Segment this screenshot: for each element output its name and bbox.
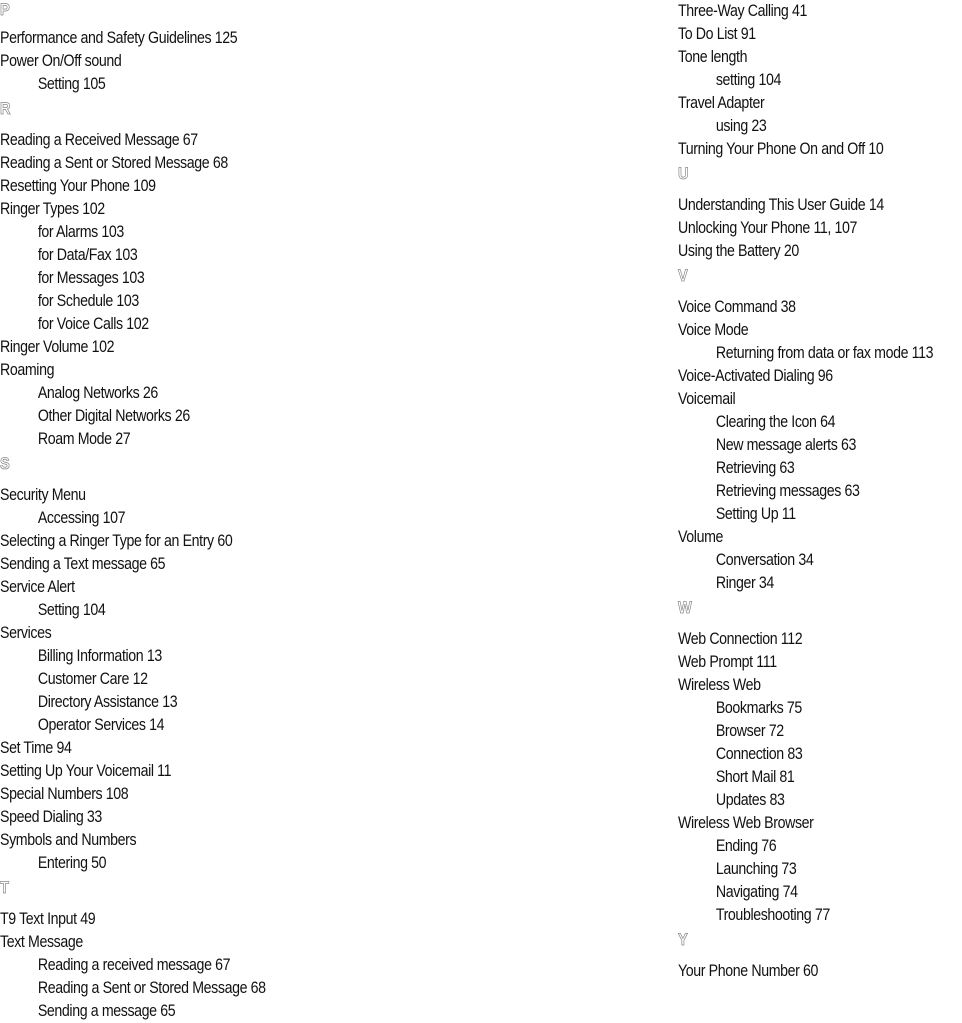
index-entry: Speed Dialing 33 bbox=[0, 808, 102, 826]
index-subentry: Ringer 34 bbox=[715, 574, 774, 592]
index-entry: Travel Adapter bbox=[678, 94, 765, 112]
section-letter-r: R bbox=[0, 99, 11, 118]
index-entry: Voice Mode bbox=[678, 321, 749, 339]
index-entry: Web Prompt 111 bbox=[678, 653, 777, 671]
index-entry: Web Connection 112 bbox=[678, 630, 803, 648]
index-entry: To Do List 91 bbox=[678, 25, 756, 43]
index-entry: Set Time 94 bbox=[0, 739, 72, 757]
index-subentry: Analog Networks 26 bbox=[37, 384, 158, 402]
index-entry: Wireless Web bbox=[678, 676, 761, 694]
index-subentry: New message alerts 63 bbox=[715, 436, 856, 454]
index-subentry: Roam Mode 27 bbox=[37, 430, 131, 448]
index-subentry: Setting 105 bbox=[37, 75, 106, 93]
index-entry: Reading a Received Message 67 bbox=[0, 131, 198, 149]
index-entry: Special Numbers 108 bbox=[0, 785, 129, 803]
index-subentry: Returning from data or fax mode 113 bbox=[715, 344, 934, 362]
index-entry: T9 Text Input 49 bbox=[0, 910, 96, 928]
index-subentry: Setting 104 bbox=[37, 601, 106, 619]
index-subentry: Conversation 34 bbox=[715, 551, 814, 569]
index-subentry: Sending a message 65 bbox=[37, 1002, 176, 1020]
index-entry: Text Message bbox=[0, 933, 83, 951]
index-subentry: Ending 76 bbox=[715, 837, 777, 855]
index-subentry: Launching 73 bbox=[715, 860, 797, 878]
index-subentry: setting 104 bbox=[715, 71, 782, 89]
index-entry: Voice-Activated Dialing 96 bbox=[678, 367, 833, 385]
index-subentry: Entering 50 bbox=[37, 854, 107, 872]
index-entry: Service Alert bbox=[0, 578, 75, 596]
index-subentry: Other Digital Networks 26 bbox=[37, 407, 190, 425]
index-entry: Turning Your Phone On and Off 10 bbox=[678, 140, 884, 158]
index-entry: Security Menu bbox=[0, 486, 86, 504]
index-entry: Ringer Volume 102 bbox=[0, 338, 115, 356]
index-subentry: Troubleshooting 77 bbox=[715, 906, 830, 924]
section-letter-t: T bbox=[0, 878, 9, 897]
section-letter-u: U bbox=[678, 164, 689, 183]
index-subentry: Customer Care 12 bbox=[37, 670, 148, 688]
index-subentry: Connection 83 bbox=[715, 745, 803, 763]
index-subentry: Navigating 74 bbox=[715, 883, 798, 901]
index-subentry: Short Mail 81 bbox=[715, 768, 795, 786]
index-entry: Ringer Types 102 bbox=[0, 200, 105, 218]
section-letter-y: Y bbox=[678, 930, 688, 949]
section-letter-w: W bbox=[678, 598, 692, 617]
index-subentry: Accessing 107 bbox=[37, 509, 126, 527]
index-subentry: Browser 72 bbox=[715, 722, 784, 740]
index-subentry: Operator Services 14 bbox=[37, 716, 165, 734]
index-subentry: Retrieving messages 63 bbox=[715, 482, 860, 500]
index-entry: Services bbox=[0, 624, 52, 642]
index-subentry: Updates 83 bbox=[715, 791, 785, 809]
index-entry: Voice Command 38 bbox=[678, 298, 796, 316]
index-entry: Resetting Your Phone 109 bbox=[0, 177, 156, 195]
index-column-right bbox=[678, 0, 962, 983]
index-entry: Performance and Safety Guidelines 125 bbox=[0, 29, 238, 47]
index-entry: Symbols and Numbers bbox=[0, 831, 137, 849]
index-subentry: for Alarms 103 bbox=[37, 223, 124, 241]
index-entry: Understanding This User Guide 14 bbox=[678, 196, 884, 214]
index-subentry: Bookmarks 75 bbox=[715, 699, 802, 717]
index-subentry: Directory Assistance 13 bbox=[37, 693, 178, 711]
index-subentry: Retrieving 63 bbox=[715, 459, 795, 477]
index-entry: Tone length bbox=[678, 48, 748, 66]
index-entry: Volume bbox=[678, 528, 724, 546]
index-subentry: Setting Up 11 bbox=[715, 505, 796, 523]
index-entry: Selecting a Ringer Type for an Entry 60 bbox=[0, 532, 233, 550]
section-letter-v: V bbox=[678, 266, 688, 285]
index-subentry: for Messages 103 bbox=[37, 269, 145, 287]
index-subentry: Clearing the Icon 64 bbox=[715, 413, 836, 431]
index-entry: Your Phone Number 60 bbox=[678, 962, 819, 980]
index-entry: Setting Up Your Voicemail 11 bbox=[0, 762, 172, 780]
index-subentry: Reading a Sent or Stored Message 68 bbox=[37, 979, 266, 997]
index-entry: Reading a Sent or Stored Message 68 bbox=[0, 154, 228, 172]
index-subentry: for Schedule 103 bbox=[37, 292, 139, 310]
section-letter-s: S bbox=[0, 454, 10, 473]
index-entry: Voicemail bbox=[678, 390, 736, 408]
index-subentry: for Data/Fax 103 bbox=[37, 246, 138, 264]
index-entry: Sending a Text message 65 bbox=[0, 555, 166, 573]
index-subentry: Billing Information 13 bbox=[37, 647, 162, 665]
index-subentry: using 23 bbox=[715, 117, 767, 135]
index-subentry: for Voice Calls 102 bbox=[37, 315, 149, 333]
index-entry: Roaming bbox=[0, 361, 55, 379]
index-entry: Unlocking Your Phone 11, 107 bbox=[678, 219, 858, 237]
index-entry: Using the Battery 20 bbox=[678, 242, 799, 260]
index-entry: Three-Way Calling 41 bbox=[678, 2, 807, 20]
index-subentry: Reading a received message 67 bbox=[37, 956, 231, 974]
section-letter-p: P bbox=[0, 0, 10, 19]
index-entry: Power On/Off sound bbox=[0, 52, 122, 70]
index-entry: Wireless Web Browser bbox=[678, 814, 814, 832]
